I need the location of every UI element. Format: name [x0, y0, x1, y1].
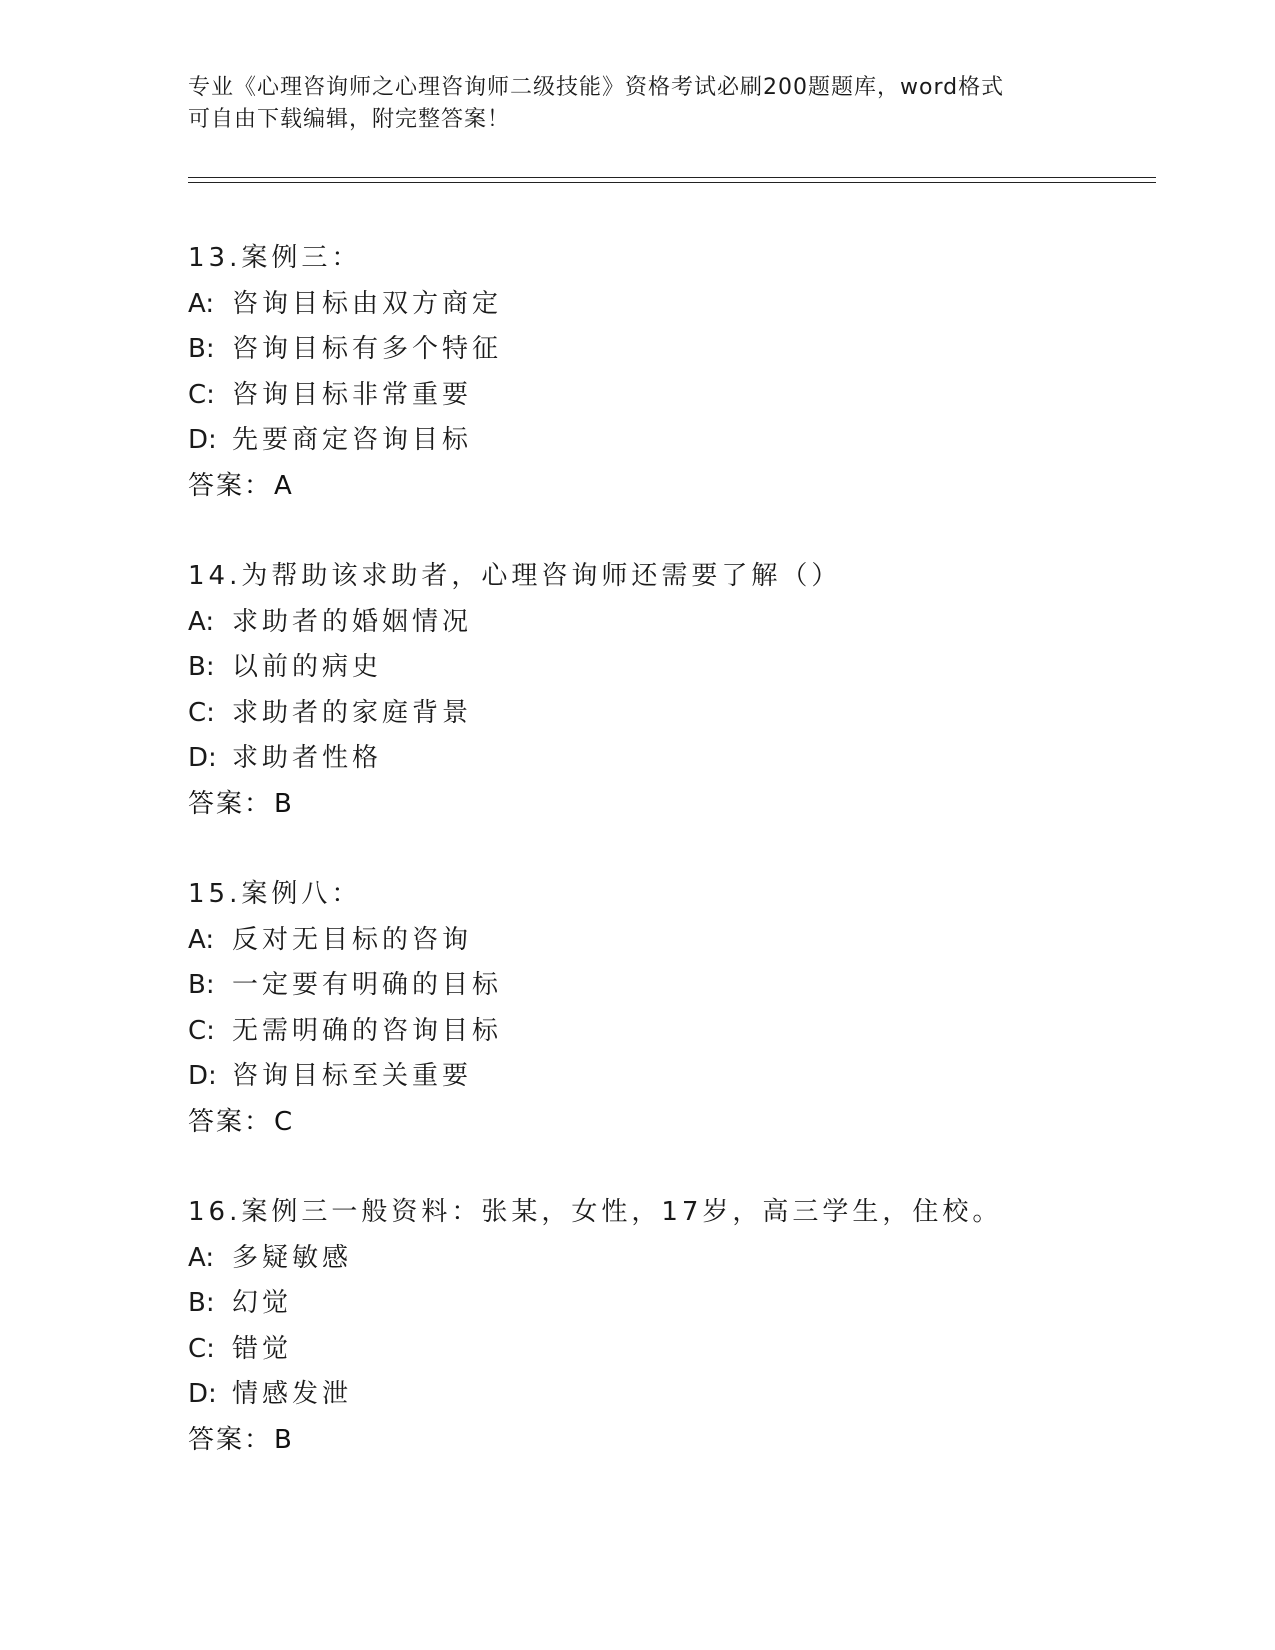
- option-text: 咨询目标非常重要: [232, 379, 473, 410]
- option-text: 求助者的婚姻情况: [232, 606, 473, 637]
- question-stem: 14.为帮助该求助者，心理咨询师还需要了解（）: [188, 561, 842, 591]
- option-text: 求助者性格: [232, 743, 383, 773]
- option-key: A:: [188, 606, 215, 637]
- option-a: [188, 1236, 1148, 1282]
- answer-line: [188, 1100, 1148, 1146]
- option-text: 咨询目标至关重要: [232, 1061, 473, 1091]
- answer-value: B: [274, 788, 292, 819]
- option-a: [188, 918, 1148, 964]
- option-key: C:: [188, 1015, 215, 1046]
- answer-line: [188, 464, 1148, 510]
- option-text: 求助者的家庭背景: [232, 697, 473, 728]
- option-key: C:: [188, 379, 215, 410]
- answer-line: [188, 782, 1148, 828]
- answer-value: A: [274, 470, 292, 501]
- option-key: D:: [188, 743, 217, 773]
- option-c: [188, 1009, 1148, 1055]
- option-text: 先要商定咨询目标: [232, 425, 473, 455]
- option-d: [188, 1372, 1148, 1418]
- option-text: 一定要有明确的目标: [232, 970, 503, 1000]
- question-13: [188, 236, 1148, 509]
- option-key: A:: [188, 924, 215, 955]
- option-text: 咨询目标由双方商定: [232, 288, 503, 319]
- option-text: 错觉: [232, 1333, 293, 1364]
- answer-value: B: [274, 1424, 292, 1455]
- option-key: C:: [188, 1333, 215, 1364]
- header-line-1: 专业《心理咨询师之心理咨询师二级技能》资格考试必刷200题题库，word格式: [188, 75, 1005, 100]
- option-key: A:: [188, 288, 215, 319]
- answer-line: [188, 1418, 1148, 1464]
- answer-value: C: [274, 1106, 293, 1137]
- option-key: B:: [188, 970, 215, 1000]
- option-d: [188, 736, 1148, 782]
- option-text: 咨询目标有多个特征: [232, 334, 503, 364]
- option-key: D:: [188, 1379, 217, 1409]
- option-text: 以前的病史: [232, 652, 383, 682]
- header-line-2: 可自由下载编辑，附完整答案！: [188, 107, 511, 132]
- option-b: [188, 645, 1148, 691]
- question-stem: 16.案例三一般资料：张某，女性，17岁，高三学生，住校。: [188, 1197, 1003, 1227]
- option-a: [188, 600, 1148, 646]
- option-text: 多疑敏感: [232, 1242, 353, 1273]
- question-16: [188, 1190, 1148, 1463]
- option-key: C:: [188, 697, 215, 728]
- option-key: D:: [188, 1061, 217, 1091]
- option-text: 情感发泄: [232, 1379, 353, 1409]
- option-c: [188, 373, 1148, 419]
- header-divider-bottom: [188, 182, 1156, 183]
- answer-label: 答案：: [188, 788, 273, 819]
- question-15: [188, 872, 1148, 1145]
- option-key: B:: [188, 334, 215, 364]
- option-key: D:: [188, 425, 217, 455]
- option-text: 反对无目标的咨询: [232, 924, 473, 955]
- option-d: [188, 418, 1148, 464]
- option-b: [188, 327, 1148, 373]
- option-a: [188, 282, 1148, 328]
- answer-label: 答案：: [188, 1424, 273, 1455]
- document-header: [188, 72, 1088, 136]
- option-key: B:: [188, 1288, 215, 1318]
- question-14: [188, 554, 1148, 827]
- question-list: [188, 236, 1148, 1463]
- option-key: B:: [188, 652, 215, 682]
- option-key: A:: [188, 1242, 215, 1273]
- option-c: [188, 691, 1148, 737]
- option-b: [188, 963, 1148, 1009]
- option-b: [188, 1281, 1148, 1327]
- header-divider-top: [188, 177, 1156, 178]
- option-text: 幻觉: [232, 1288, 293, 1318]
- question-stem: 15.案例八：: [188, 879, 362, 909]
- option-c: [188, 1327, 1148, 1373]
- answer-label: 答案：: [188, 1106, 273, 1137]
- answer-label: 答案：: [188, 470, 273, 501]
- question-stem: 13.案例三：: [188, 243, 362, 273]
- option-text: 无需明确的咨询目标: [232, 1015, 503, 1046]
- option-d: [188, 1054, 1148, 1100]
